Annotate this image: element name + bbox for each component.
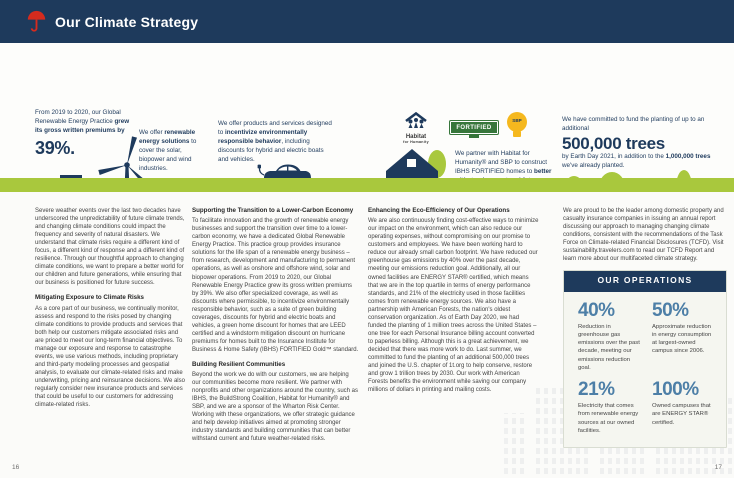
- sbp-logo: [505, 110, 531, 140]
- intro-paragraph: Severe weather events over the last two decades have underscored the unpredictability of future climate trends, and changing climate conditions could impact the frequency and severity of natural disasters. We understand that climate risks require a different kind of focus, a different kind of response and a different kind of resilience. Through our thoughtful approach to changing climate conditions, we want to prepare a better world for our children and future generations, while ensuring that our business is positioned for future success.: [35, 208, 185, 287]
- callout-text: We offer: [139, 129, 165, 136]
- stat-value: 100%: [652, 379, 699, 401]
- stat-energy-reduction: [652, 301, 714, 373]
- callout-text: to cover the solar, biopower and wind industries.: [139, 137, 197, 172]
- callout-text: by Earth Day 2021, in addition to the: [562, 153, 666, 161]
- stat-value: 40%: [578, 299, 615, 321]
- callout-text: We offer products and services designed to: [218, 120, 332, 136]
- section-heading-mitigating-risks: Mitigating Exposure to Climate Risks: [35, 294, 144, 302]
- eco-efficiency-paragraph: We are also continuously finding cost-effective ways to minimize our impact on the environment, which can also reduce our operating expenses, without compromising on our promise to customers and employees. We have been working hard to reduce our already small carbon footprint. We have reduced our greenhouse gas emissions by 40% over the past decade, meeting our emissions reduction goal. Additionally, all our owned facilities are ENERGY STAR® certified, which means that we are in the top quartile in terms of energy performance standards, and 21% of the electricity used in those facilities comes from renewable energy sources. We also have a partnership with American Forests, the nation's oldest conservation organization. As of Earth Day 2020, we had funded the planting of 1 million trees across the United States – one tree for each Personal Insurance billing account converted to paperless billing. Although this is a great achievement, we decided that there was more work to do. Last summer, we committed to fund the planting of an additional 500,000 trees and joined the U.S. chapter of 1t.org to help conserve, restore and grow 1 trillion trees by 2030. Our work with American Forests benefits the environment while saving our company millions of dollars in printing and mailing costs.: [368, 218, 539, 393]
- section-heading-lower-carbon: Supporting the Transition to a Lower-Carbon Economy: [192, 207, 354, 214]
- stat-value: 50%: [652, 299, 689, 321]
- callout-text: we've already planted.: [562, 162, 625, 170]
- callout-renewable-premiums: [35, 109, 138, 158]
- stat-renewable-electricity: [578, 380, 640, 435]
- stat-value: 21%: [578, 379, 615, 401]
- callout-text: , including discounts for hybrid and electric boats and vehicles.: [218, 137, 324, 163]
- column-eco-efficiency: [368, 207, 539, 398]
- habitat-house-icon: [403, 112, 429, 128]
- sbp-logo-text: SBP: [512, 118, 522, 123]
- callout-energy-solutions: [139, 129, 201, 174]
- green-divider: [0, 178, 734, 192]
- callout-responsible-behavior: [218, 120, 332, 165]
- tcfd-paragraph: We are proud to be the leader among domestic property and casualty insurance companies in issuing an annual report discussing our approach to managing changing climate conditions, consistent with the recommendations of the Task Force on Climate-related Financial Disclosures (TCFD). Visit sustainability.travelers.com to read our TCFD Report and learn more about our multifaceted climate strategy.: [563, 208, 724, 263]
- header-bar: [0, 0, 734, 43]
- our-operations-title: OUR OPERATIONS: [564, 271, 726, 291]
- lightbulb-base: [513, 131, 521, 137]
- resilient-communities-paragraph: Beyond the work we do with our customers, we are helping our communities become more resilient. We partner with nonprofits and other organizations around the country, such as IBHS, the BuildStrong Coalition, Habitat for Humanity® and SBP, and we are a sponsor of the Wharton Risk Center. Working with these organizations, we offer strategic guidance and help develop initiatives aimed at promoting stronger industry standards and building communities that can better withstand current and future weather-related risks.: [192, 372, 358, 443]
- stat-label: Electricity that comes from renewable energy sources at our owned facilities.: [578, 403, 639, 434]
- habitat-logo-text: Habitat: [405, 134, 427, 140]
- umbrella-icon: [27, 10, 46, 34]
- callout-text: We partner with Habitat for Humanity® and SBP to construct IBHS FORTIFIED homes to: [455, 150, 548, 175]
- callout-text: From 2019 to 2020, our Global Renewable Energy Practice: [35, 109, 121, 125]
- operations-stats-grid: [564, 292, 726, 448]
- section-heading-resilient-communities: Building Resilient Communities: [192, 360, 286, 368]
- habitat-for-humanity-logo: [391, 112, 441, 144]
- callout-bold-text: incentivize environmentally responsible behavior: [218, 128, 308, 145]
- stat-ghg-reduction: [578, 301, 640, 373]
- callout-bold-text: 1,000,000 trees: [665, 153, 711, 161]
- callout-bold-text: better: [533, 167, 552, 175]
- page-number-right: 17: [714, 464, 722, 471]
- habitat-logo-subtext: for Humanity: [403, 140, 429, 144]
- stat-energy-star-campuses: [652, 380, 714, 435]
- page-number-left: 16: [12, 464, 20, 471]
- stat-label: Approximate reduction in energy consumption at largest-owned campus since 2006.: [652, 323, 712, 355]
- stat-label: Reduction in greenhouse gas emissions over the past decade, meeting our emissions reduction goal.: [578, 323, 640, 371]
- callout-tree-planting: [562, 116, 725, 171]
- fortified-logo: [449, 120, 499, 135]
- page-title: Our Climate Strategy: [55, 13, 199, 30]
- illustration-banner: [0, 43, 734, 178]
- body-content: [0, 192, 734, 478]
- section-heading-eco-efficiency: Enhancing the Eco-Efficiency of Our Operations: [368, 207, 510, 214]
- trees-stat: 500,000 trees: [562, 133, 665, 153]
- callout-bold-text: renewable energy solutions: [139, 129, 196, 145]
- column-lower-carbon: [192, 207, 359, 447]
- callout-text: We have committed to fund the planting of up to an additional: [562, 116, 705, 132]
- column-tcfd-operations: [563, 207, 727, 448]
- lower-carbon-paragraph: To facilitate innovation and the growth of renewable energy businesses and support the transition over time to a lower-carbon economy, we have a dedicated Global Renewable Energy Practice. This practice group provides insurance solutions for the life span of a renewable energy business – from research, development and manufacturing to permanent operations, as well as onshore and offshore wind, solar and biopower operations. From 2019 to 2020, our Global Renewable Energy Practice grew its gross written premiums by 39%. We also offer specialized coverage, as well as discounts where permissible, to incentivize environmentally responsible behavior, such as a suite of green building coverages, discounts for hybrid and electric boats and vehicles, a green home discount for homes that are LEED certified and a windstorm mitigation discount on hurricane premiums for homes built to the Insurance Institute for Business & Home Safety (IBHS) FORTIFIED Gold™ standard.: [192, 218, 359, 353]
- premium-growth-stat: 39%.: [35, 137, 75, 158]
- mitigating-risks-paragraph: As a core part of our business, we continually monitor, assess and respond to the risks posed by changing climate conditions to provide products and services that both help our customers mitigate associated risks and are priced to meet our long-term financial objectives. To manage our exposure and response to catastrophe events, we use various methods, including proprietary and third-party modeling processes and geospatial analysis, to evaluate our climate-related risks and make underwriting, pricing and reinsurance decisions. We also regularly consider new insurance products and services that could be useful to our customers for addressing climate-related risks.: [35, 305, 185, 408]
- fortified-logo-text: FORTIFIED: [456, 124, 492, 131]
- column-climate-intro: [35, 207, 185, 413]
- our-operations-panel: [563, 270, 727, 448]
- stat-label: Owned campuses that are ENERGY STAR® certified.: [652, 403, 711, 426]
- callout-bold-text: grew its gross written premiums by: [35, 117, 130, 134]
